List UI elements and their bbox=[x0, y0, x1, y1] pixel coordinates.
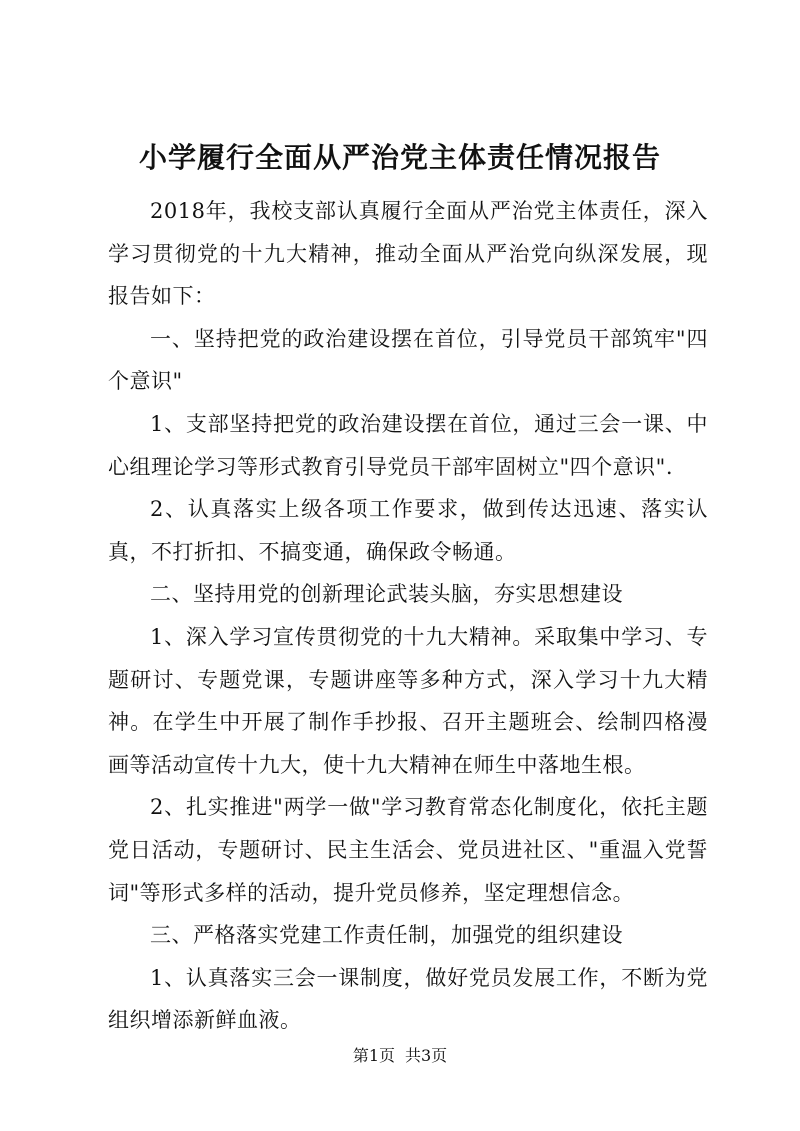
section-heading-2: 二、坚持用党的创新理论武装头脑，夯实思想建设 bbox=[150, 582, 623, 607]
paragraph-1-2: 2、认真落实上级各项工作要求，做到传达迅速、落实认真，不打折扣、不搞变通，确保政令畅通。 bbox=[108, 497, 708, 564]
paragraph-1-1: 1、支部坚持把党的政治建设摆在首位，通过三会一课、中心组理论学习等形式教育引导党员干部牢固树立"四个意识". bbox=[108, 411, 708, 479]
paragraph-intro: 2018年，我校支部认真履行全面从严治党主体责任，深入学习贯彻党的十九大精神，推动全面从严治党向纵深发展，现报告如下： bbox=[108, 199, 708, 309]
paragraph-3-1: 1、认真落实三会一课制度，做好党员发展工作，不断为党组织增添新鲜血液。 bbox=[108, 965, 708, 1033]
section-heading-1: 一、坚持把党的政治建设摆在首位，引导党员干部筑牢"四个意识" bbox=[108, 326, 708, 394]
page-footer bbox=[0, 1045, 800, 1067]
document-title: 小学履行全面从严治党主体责任情况报告 bbox=[138, 141, 661, 174]
paragraph-2-1: 1、深入学习宣传贯彻党的十九大精神。采取集中学习、专题研讨、专题党课，专题讲座等多种方式，深入学习十九大精神。在学生中开展了制作手抄报、召开主题班会、绘制四格漫画等活动宣传十九大，使十九大精神在师生中落地生根。 bbox=[108, 624, 708, 777]
section-heading-3: 三、严格落实党建工作责任制，加强党的组织建设 bbox=[150, 923, 623, 948]
paragraph-2-2: 2、扎实推进"两学一做"学习教育常态化制度化，依托主题党日活动，专题研讨、民主生活会、党员进社区、"重温入党誓词"等形式多样的活动，提升党员修养，坚定理想信念。 bbox=[108, 795, 708, 905]
page-number: 第1页 bbox=[352, 1046, 395, 1065]
document-body bbox=[108, 190, 708, 1042]
page-total: 共3页 bbox=[405, 1046, 448, 1065]
